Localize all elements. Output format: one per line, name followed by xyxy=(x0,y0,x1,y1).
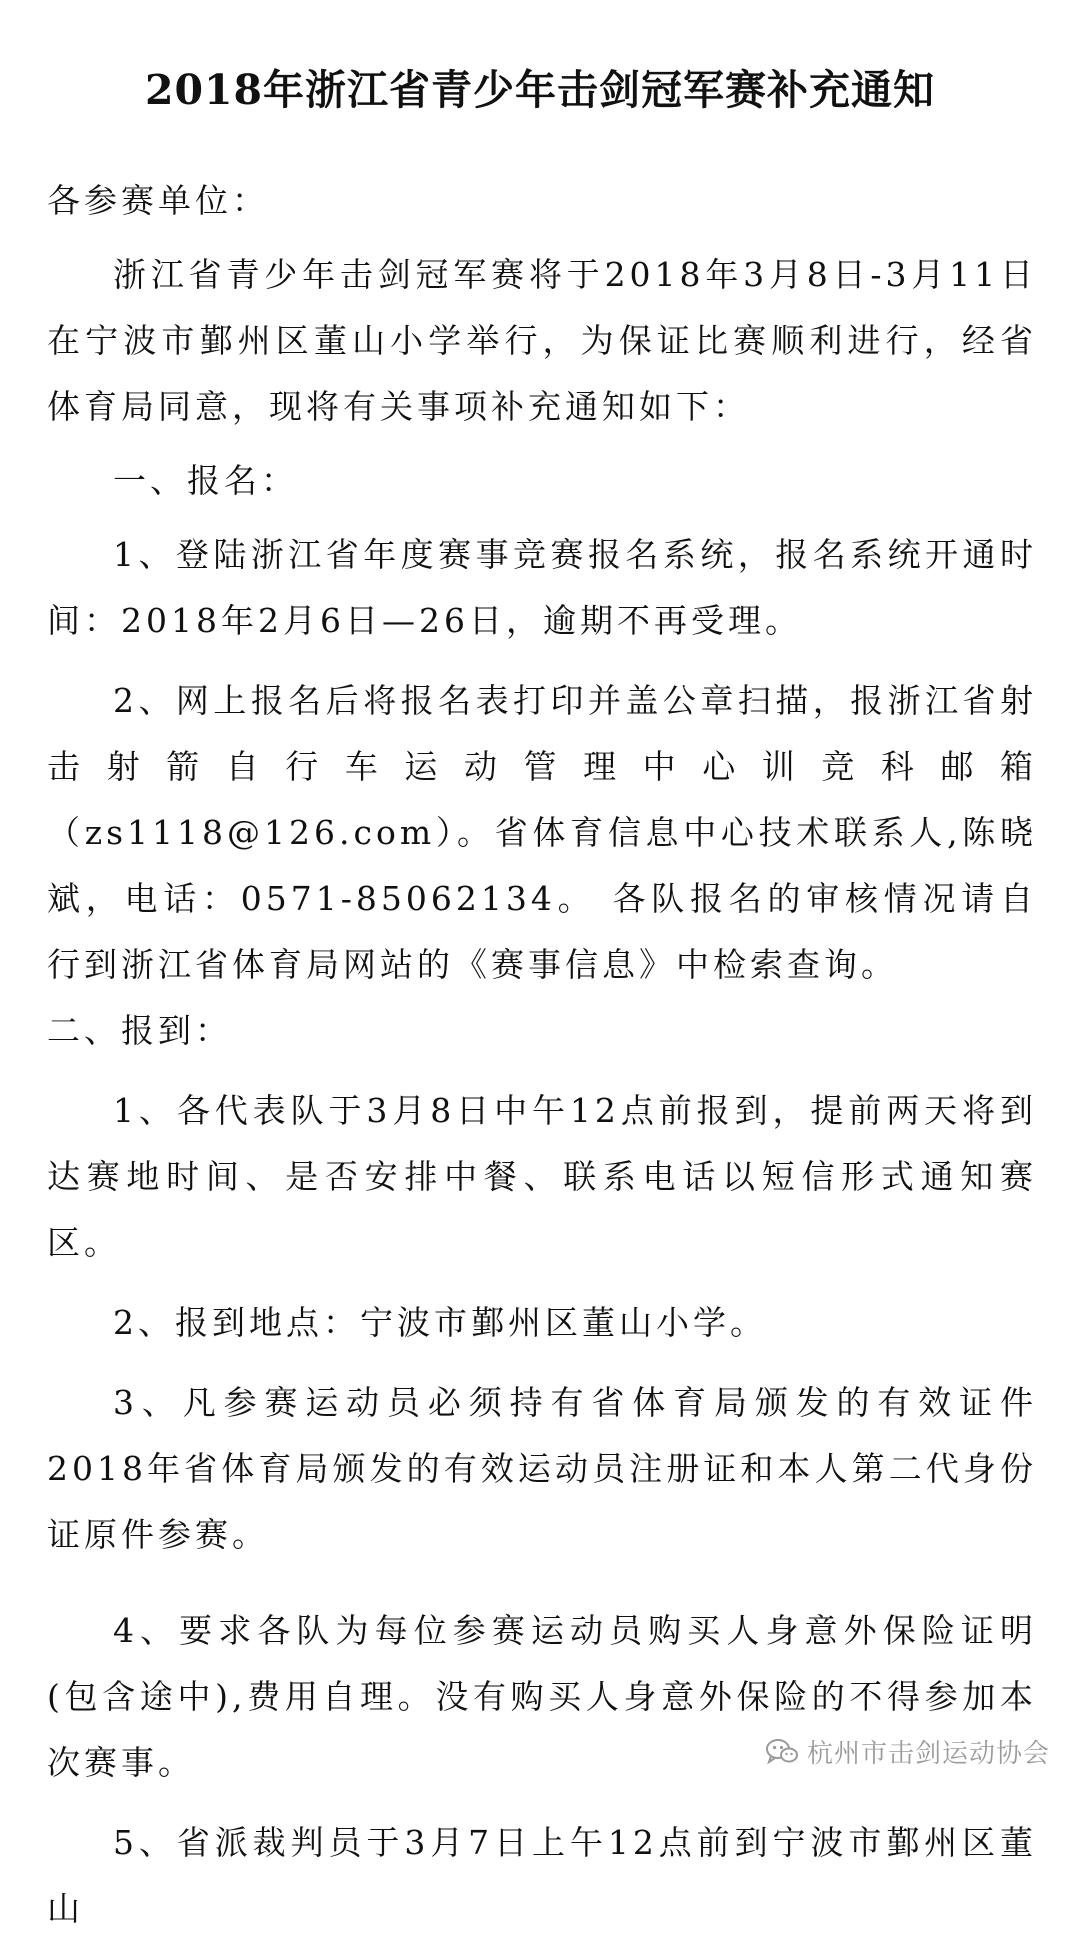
intro-paragraph: 浙江省青少年击剑冠军赛将于2018年3月8日-3月11日在宁波市鄞州区董山小学举行，为保证比赛顺利进行，经省体育局同意，现将有关事项补充通知如下： xyxy=(47,255,1037,426)
salutation: 各参赛单位： xyxy=(47,181,269,220)
registration-item-1: 1、登陆浙江省年度赛事竞赛报名系统，报名系统开通时间：2018年2月6日—26日，逾期不再受理。 xyxy=(47,535,1037,640)
check-in-item-3: 3、凡参赛运动员必须持有省体育局颁发的有效证件2018年省体育局颁发的有效运动员注册证和本人第二代身份证原件参赛。 xyxy=(47,1383,1037,1554)
section-heading-check-in: 二、报到： xyxy=(47,1011,232,1050)
document-body xyxy=(47,168,1037,1942)
page-title: 2018年浙江省青少年击剑冠军赛补充通知 xyxy=(144,66,936,114)
registration-item-2: 2、网上报名后将报名表打印并盖公章扫描，报浙江省射击射箭自行车运动管理中心训竞科邮箱（zs1118@126.com）。省体育信息中心技术联系人,陈晓斌，电话：0571-85062134。 各队报名的审核情况请自行到浙江省体育局网站的《赛事信息》中检索查询。 xyxy=(47,681,1037,984)
check-in-item-5: 5、省派裁判员于3月7日上午12点前到宁波市鄞州区董山 xyxy=(47,1823,1037,1928)
watermark xyxy=(765,1733,1050,1770)
wechat-icon xyxy=(765,1737,799,1767)
check-in-item-1: 1、各代表队于3月8日中午12点前报到，提前两天将到达赛地时间、是否安排中餐、联系电话以短信形式通知赛区。 xyxy=(47,1091,1037,1262)
watermark-text: 杭州市击剑运动协会 xyxy=(806,1739,1050,1769)
check-in-item-4: 4、要求各队为每位参赛运动员购买人身意外保险证明(包含途中),费用自理。没有购买人身意外保险的不得参加本次赛事。 xyxy=(47,1611,1037,1782)
section-heading-registration: 一、报名： xyxy=(113,461,298,500)
check-in-item-2: 2、报到地点：宁波市鄞州区董山小学。 xyxy=(113,1303,767,1342)
